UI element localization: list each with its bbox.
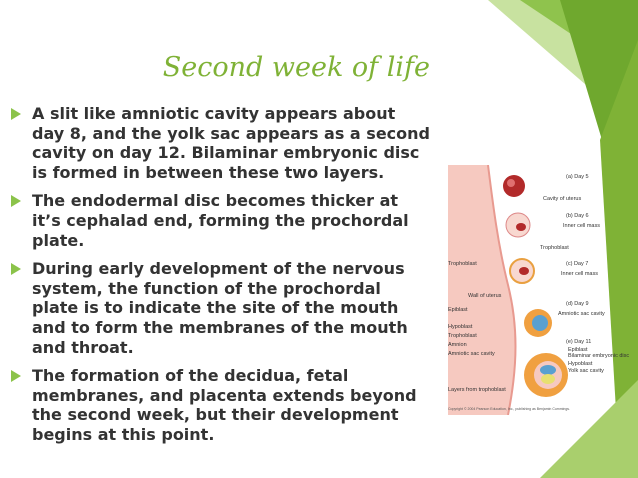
- label-day11: (e) Day 11: [566, 339, 592, 345]
- bullet-arrow-icon: [11, 370, 21, 382]
- implantation-figure: [448, 165, 636, 415]
- bullet-item: [10, 366, 430, 444]
- amniotic-sac-d: [532, 315, 548, 331]
- label-day9: (d) Day 9: [566, 301, 589, 307]
- label-day6: (b) Day 6: [566, 213, 589, 219]
- label-amnion: Amnion: [448, 342, 467, 348]
- bullet-text: A slit like amniotic cavity appears about day 8, and the yolk sac appears as a second cavity on day 12. Bilaminar embryonic disc is formed in between these two layers.: [32, 104, 430, 182]
- label-icm-c: Inner cell mass: [561, 271, 598, 277]
- label-amniotic-cavity: Amniotic sac cavity: [448, 351, 495, 357]
- bullet-item: [10, 104, 430, 182]
- bullet-arrow-icon: [11, 108, 21, 120]
- bullet-arrow-icon: [11, 263, 21, 275]
- amniotic-cavity-e: [540, 365, 556, 375]
- label-icm-b: Inner cell mass: [563, 223, 600, 229]
- label-amniotic-sac: Amniotic sac cavity: [558, 311, 605, 317]
- bullet-text: During early development of the nervous system, the function of the prochordal plate is to indicate the site of the mouth and to form the membranes of the mouth and throat.: [32, 259, 408, 357]
- blastocyst-highlight: [507, 179, 515, 187]
- bullet-text: The endodermal disc becomes thicker at it’s cephalad end, forming the prochordal plate.: [32, 191, 409, 250]
- label-bilaminar: Bilaminar embryonic disc: [568, 353, 630, 359]
- blastocyst-day5: [503, 175, 525, 197]
- bullet-arrow-icon: [11, 195, 21, 207]
- figure-caption: Copyright © 2004 Pearson Education, Inc., publishing as Benjamin Cummings.: [448, 407, 571, 411]
- label-trophoblast-b: Trophoblast: [540, 245, 569, 251]
- yolk-sac-e: [541, 374, 555, 384]
- bullet-item: [10, 191, 430, 250]
- inner-cell-mass-c: [519, 267, 529, 275]
- label-epiblast-e: Epiblast: [568, 347, 588, 353]
- label-day7: (c) Day 7: [566, 261, 589, 267]
- label-epiblast: Epiblast: [448, 307, 468, 313]
- label-hypoblast: Hypoblast: [448, 324, 473, 330]
- label-wall: Wall of uterus: [468, 293, 502, 299]
- bullet-list: [10, 104, 430, 454]
- bullet-item: [10, 259, 430, 357]
- inner-cell-mass-b: [516, 223, 526, 231]
- label-trophoblast-d: Trophoblast: [448, 333, 477, 339]
- label-cavity: Cavity of uterus: [543, 196, 582, 202]
- label-layers: Layers from trophoblast: [448, 387, 506, 393]
- label-hypoblast-e: Hypoblast: [568, 361, 593, 367]
- label-yolk: Yolk sac cavity: [568, 368, 604, 374]
- bullet-text: The formation of the decidua, fetal membranes, and placenta extends beyond the second week, but their development begins at this point.: [32, 366, 417, 444]
- slide-title: Second week of life: [162, 52, 430, 83]
- uterus-wall: [448, 165, 516, 415]
- label-day5: (a) Day 5: [566, 174, 589, 180]
- label-trophoblast-c: Trophoblast: [448, 261, 477, 267]
